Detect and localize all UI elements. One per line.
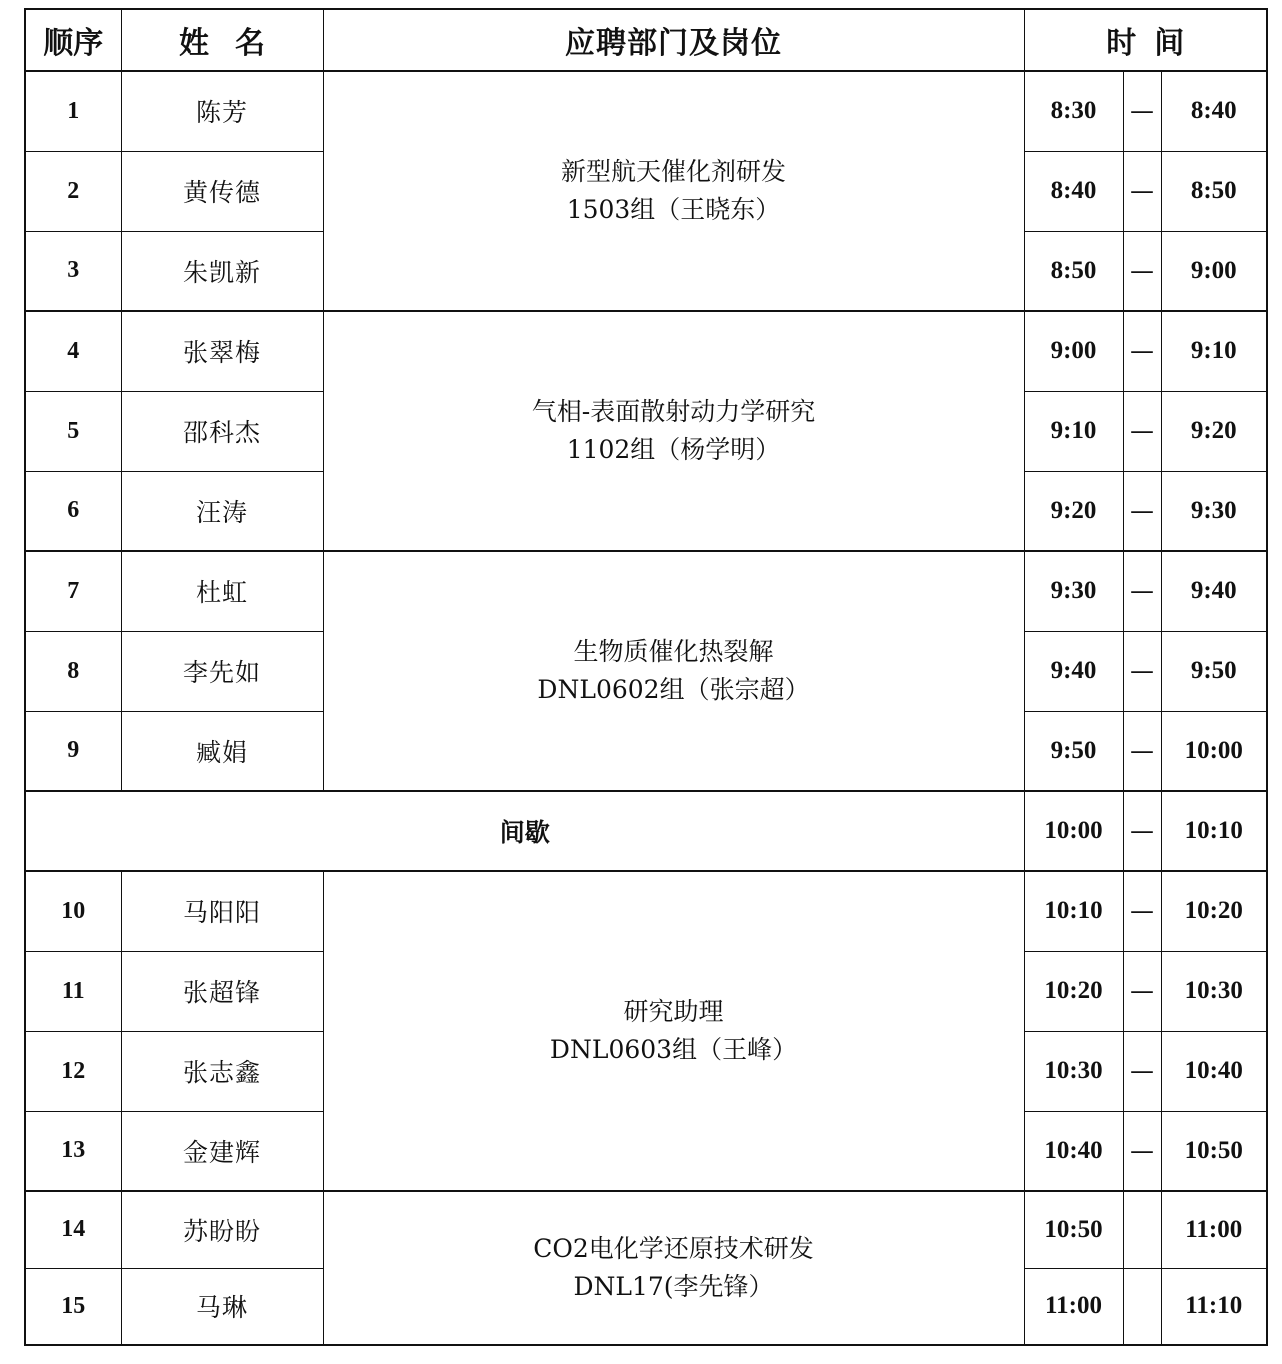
dept-cell: [323, 551, 1024, 791]
table-row: [25, 871, 1267, 951]
time-dash: —: [1123, 711, 1161, 791]
row-seq: 9: [25, 711, 121, 791]
time-dash: —: [1123, 151, 1161, 231]
time-end: 10:20: [1161, 871, 1267, 951]
interview-schedule-table: [24, 8, 1268, 1346]
row-seq: 6: [25, 471, 121, 551]
header-row: [25, 9, 1267, 71]
table-row: [25, 311, 1267, 391]
header-time: 时间: [1024, 9, 1267, 71]
time-start: 10:50: [1024, 1191, 1123, 1268]
time-start: 9:30: [1024, 551, 1123, 631]
time-start: 9:40: [1024, 631, 1123, 711]
dept-group: 1503组（王晓东）: [566, 195, 781, 224]
row-seq: 4: [25, 311, 121, 391]
time-dash-empty: [1123, 1191, 1161, 1268]
time-dash: —: [1123, 311, 1161, 391]
time-start: 10:40: [1024, 1111, 1123, 1191]
dept-title: 新型航天催化剂研发: [560, 157, 786, 186]
time-dash: —: [1123, 391, 1161, 471]
row-seq: 11: [25, 951, 121, 1031]
time-start: 9:20: [1024, 471, 1123, 551]
time-dash: —: [1123, 551, 1161, 631]
row-name: 邵科杰: [121, 391, 323, 471]
row-seq: 15: [25, 1268, 121, 1345]
row-seq: 5: [25, 391, 121, 471]
time-start: 8:50: [1024, 231, 1123, 311]
time-start: 9:10: [1024, 391, 1123, 471]
time-start: 10:30: [1024, 1031, 1123, 1111]
time-start: 9:50: [1024, 711, 1123, 791]
row-name: 杜虹: [121, 551, 323, 631]
dept-group: 1102组（杨学明）: [566, 435, 781, 464]
time-start: 9:00: [1024, 311, 1123, 391]
row-name: 马阳阳: [121, 871, 323, 951]
time-end: 10:10: [1161, 791, 1267, 871]
dept-title: 研究助理: [623, 997, 724, 1026]
table-row: [25, 71, 1267, 151]
time-end: 10:40: [1161, 1031, 1267, 1111]
dept-group: DNL0603组（王峰）: [549, 1035, 798, 1064]
time-dash: —: [1123, 1031, 1161, 1111]
time-start: 10:10: [1024, 871, 1123, 951]
time-end: 9:50: [1161, 631, 1267, 711]
dept-cell: [323, 71, 1024, 311]
time-dash: —: [1123, 231, 1161, 311]
row-seq: 13: [25, 1111, 121, 1191]
row-seq: 7: [25, 551, 121, 631]
time-dash: —: [1123, 71, 1161, 151]
row-name: 陈芳: [121, 71, 323, 151]
row-name: 张翠梅: [121, 311, 323, 391]
time-end: 9:00: [1161, 231, 1267, 311]
time-start: 10:20: [1024, 951, 1123, 1031]
dept-cell: [323, 311, 1024, 551]
time-dash-empty: [1123, 1268, 1161, 1345]
time-dash: —: [1123, 1111, 1161, 1191]
row-seq: 10: [25, 871, 121, 951]
time-end: 9:30: [1161, 471, 1267, 551]
dept-title: 气相-表面散射动力学研究: [531, 397, 816, 426]
time-end: 9:10: [1161, 311, 1267, 391]
row-seq: 2: [25, 151, 121, 231]
time-end: 11:10: [1161, 1268, 1267, 1345]
time-dash: —: [1123, 951, 1161, 1031]
row-name: 朱凯新: [121, 231, 323, 311]
time-start: 8:40: [1024, 151, 1123, 231]
header-dept: 应聘部门及岗位: [323, 9, 1024, 71]
time-end: 10:30: [1161, 951, 1267, 1031]
row-name: 臧娟: [121, 711, 323, 791]
time-start: 11:00: [1024, 1268, 1123, 1345]
time-dash: —: [1123, 791, 1161, 871]
time-dash: —: [1123, 631, 1161, 711]
row-seq: 8: [25, 631, 121, 711]
dept-group: DNL17(李先锋）: [573, 1272, 774, 1301]
time-end: 10:00: [1161, 711, 1267, 791]
time-start: 8:30: [1024, 71, 1123, 151]
row-name: 张志鑫: [121, 1031, 323, 1111]
time-end: 11:00: [1161, 1191, 1267, 1268]
time-dash: —: [1123, 471, 1161, 551]
header-seq: 顺序: [25, 9, 121, 71]
row-seq: 1: [25, 71, 121, 151]
dept-cell: [323, 871, 1024, 1191]
dept-cell: [323, 1191, 1024, 1345]
dept-title: 生物质催化热裂解: [573, 637, 774, 666]
row-name: 汪涛: [121, 471, 323, 551]
time-end: 9:40: [1161, 551, 1267, 631]
time-start: 10:00: [1024, 791, 1123, 871]
dept-title: CO2电化学还原技术研发: [533, 1234, 814, 1263]
break-label: 间歇: [25, 791, 1024, 871]
row-name: 李先如: [121, 631, 323, 711]
time-dash: —: [1123, 871, 1161, 951]
break-row: [25, 791, 1267, 871]
dept-group: DNL0602组（张宗超）: [537, 675, 810, 704]
row-name: 苏盼盼: [121, 1191, 323, 1268]
time-end: 10:50: [1161, 1111, 1267, 1191]
row-name: 张超锋: [121, 951, 323, 1031]
row-name: 马琳: [121, 1268, 323, 1345]
row-name: 黄传德: [121, 151, 323, 231]
time-end: 8:40: [1161, 71, 1267, 151]
table-row: [25, 551, 1267, 631]
header-name: 姓名: [121, 9, 323, 71]
row-seq: 12: [25, 1031, 121, 1111]
row-seq: 14: [25, 1191, 121, 1268]
row-seq: 3: [25, 231, 121, 311]
time-end: 8:50: [1161, 151, 1267, 231]
table-row: [25, 1191, 1267, 1268]
row-name: 金建辉: [121, 1111, 323, 1191]
time-end: 9:20: [1161, 391, 1267, 471]
